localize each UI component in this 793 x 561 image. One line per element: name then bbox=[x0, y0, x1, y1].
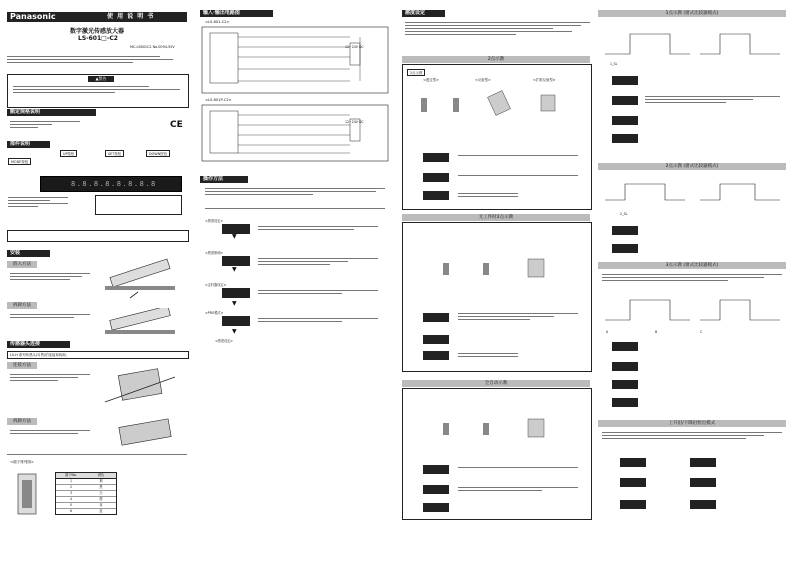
table-header: 端子No. bbox=[65, 473, 77, 477]
product-name: 数字激光传感放大器 bbox=[70, 28, 125, 35]
step-text bbox=[458, 485, 578, 493]
disconnect-text bbox=[10, 428, 90, 436]
edge-display bbox=[620, 500, 646, 509]
flow-display bbox=[222, 288, 250, 298]
step-display bbox=[423, 465, 449, 474]
flow-arrow-icon: ▼ bbox=[232, 300, 237, 307]
step-display bbox=[612, 244, 638, 253]
amplifier-display bbox=[40, 176, 182, 192]
disconnect-label: 拆卸方法 bbox=[7, 418, 37, 425]
remove-label: 拆卸方法 bbox=[7, 302, 37, 309]
voltage-label-b: 12~24V DC bbox=[345, 120, 364, 124]
section-4-intro: LS-H 系列传感头(另售)的连接和拆卸。 bbox=[7, 351, 189, 359]
footnote bbox=[7, 452, 187, 457]
step-display bbox=[612, 398, 638, 407]
flow-display bbox=[222, 316, 250, 326]
doc-code: MC-LS601C2 No.0094-55V bbox=[130, 45, 175, 49]
step-display bbox=[423, 191, 449, 200]
part-label-mode: MODE按钮 bbox=[8, 158, 31, 165]
window-1pt-bar: 1点示教 (窗式比较器模式) bbox=[598, 10, 786, 17]
edge-display bbox=[620, 458, 646, 467]
flow-label: <感度微调> bbox=[205, 251, 224, 255]
warning-box bbox=[7, 74, 189, 108]
step-text bbox=[458, 465, 578, 470]
parts-legend bbox=[95, 195, 182, 215]
connect-label: 连接方法 bbox=[7, 362, 37, 369]
wave-label: 2_SL bbox=[620, 212, 628, 216]
step-display bbox=[612, 116, 638, 125]
step-display bbox=[612, 76, 638, 85]
sensor-illustration bbox=[433, 243, 573, 293]
step-display bbox=[423, 173, 449, 182]
section-1-title: 额定规格说明 bbox=[7, 109, 96, 116]
circuit-diagram-b bbox=[200, 103, 390, 163]
step-display bbox=[612, 362, 638, 371]
flow-label: <PRO模式> bbox=[205, 311, 224, 315]
type-label: <扩散反射型> bbox=[533, 78, 556, 82]
connect-illustration bbox=[100, 362, 185, 412]
step-text bbox=[458, 311, 578, 322]
flow-arrow-icon: ▼ bbox=[232, 328, 237, 335]
section-1-text bbox=[10, 119, 80, 130]
flow-display bbox=[222, 256, 250, 266]
intro-text bbox=[7, 54, 187, 65]
step-display bbox=[423, 485, 449, 494]
operation-notes bbox=[205, 186, 385, 197]
axis-label: A bbox=[606, 330, 609, 334]
teach-noobj-panel bbox=[402, 222, 592, 372]
section-6-title: 操作方法 bbox=[200, 176, 248, 183]
table-caption: <端子排列图> bbox=[10, 460, 34, 464]
step-text bbox=[458, 351, 518, 359]
full-auto-bar: 全自动示教 bbox=[402, 380, 590, 387]
flow-arrow-icon: ▼ bbox=[232, 266, 237, 273]
step-text bbox=[458, 191, 518, 199]
sensor-illustration bbox=[433, 409, 573, 449]
edge-notes bbox=[602, 430, 782, 441]
brand-header bbox=[7, 12, 187, 22]
step-display bbox=[612, 380, 638, 389]
circuit-a-label: <LS-601-C2> bbox=[205, 20, 230, 24]
voltage-label-a: 12~24V DC bbox=[345, 45, 364, 49]
step-display bbox=[612, 342, 638, 351]
flow-text bbox=[258, 288, 378, 296]
ce-mark-icon: CE bbox=[170, 120, 183, 130]
step-text bbox=[458, 153, 578, 158]
part-label-up: UP按钮 bbox=[60, 150, 77, 157]
step-display bbox=[423, 503, 449, 512]
window-3pt-bar: 3点示教 (窗式比较器模式) bbox=[598, 262, 786, 269]
flow-label: <感度设定> bbox=[205, 219, 224, 223]
edge-display bbox=[690, 500, 716, 509]
flow-text bbox=[258, 224, 378, 232]
step-text bbox=[458, 173, 578, 178]
table-row: 1 褐 bbox=[56, 479, 116, 485]
flow-label: <定时器设定> bbox=[205, 283, 227, 287]
axis-label: C bbox=[700, 330, 703, 334]
teach-2pt-panel bbox=[402, 64, 592, 210]
table-header: 颜色 bbox=[97, 473, 105, 477]
circuit-b-label: <LS-601P-C2> bbox=[205, 98, 232, 102]
step-display bbox=[423, 335, 449, 344]
connector-illustration bbox=[14, 472, 42, 518]
table-row: 4 橙 bbox=[56, 497, 116, 503]
flow-arrow-icon: ▼ bbox=[232, 233, 237, 240]
edge-display bbox=[690, 478, 716, 487]
step-display bbox=[423, 153, 449, 162]
brand-logo: Panasonic bbox=[10, 12, 56, 21]
step-display bbox=[612, 134, 638, 143]
flow-label: <感度设定> bbox=[215, 339, 234, 343]
type-label: <反射型> bbox=[475, 78, 491, 82]
part-label-set: SET按钮 bbox=[105, 150, 124, 157]
operation-intro bbox=[205, 206, 385, 211]
remove-text bbox=[10, 312, 90, 320]
table-row: 3 白 bbox=[56, 491, 116, 497]
section-7-title: 感度设定 bbox=[402, 10, 445, 17]
table-row: 2 黑 bbox=[56, 485, 116, 491]
install-illustration bbox=[100, 258, 185, 308]
section-2-title: 部件说明 bbox=[7, 141, 50, 148]
warning-label: ▲警告 bbox=[88, 76, 114, 82]
step-text bbox=[645, 94, 780, 105]
remove-illustration bbox=[100, 308, 185, 348]
waveform-3pt bbox=[600, 290, 785, 330]
connect-text bbox=[10, 372, 90, 383]
waveform-1pt bbox=[600, 24, 785, 64]
section-4-title: 传感器头连接 bbox=[7, 341, 70, 348]
step-display bbox=[612, 226, 638, 235]
edge-mode-bar: 上升沿/下降沿检出模式 bbox=[598, 420, 786, 427]
flow-text bbox=[258, 316, 378, 324]
step-display bbox=[423, 313, 449, 322]
type-label: <透过型> bbox=[423, 78, 439, 82]
table-row: 5 灰 bbox=[56, 503, 116, 509]
3pt-notes bbox=[602, 272, 782, 283]
sensor-illustration bbox=[413, 83, 583, 123]
window-2pt-bar: 2点示教 (窗式比较器模式) bbox=[598, 163, 786, 170]
step-display bbox=[423, 351, 449, 360]
warning-icon: ▲ bbox=[95, 76, 99, 81]
axis-label: B bbox=[655, 330, 658, 334]
install-text bbox=[10, 271, 90, 282]
full-auto-panel bbox=[402, 388, 592, 520]
terminal-table bbox=[55, 472, 117, 515]
part-label-down: DOWN按钮 bbox=[146, 150, 170, 157]
section-7-notes bbox=[405, 20, 590, 37]
flow-text bbox=[258, 256, 378, 267]
step-label: 2点示教 bbox=[407, 69, 425, 76]
parts-notes bbox=[8, 195, 68, 209]
doc-title: 使 用 说 明 书 bbox=[107, 13, 155, 20]
edge-display bbox=[690, 458, 716, 467]
teach-noobj-bar: 无工件时2点示教 bbox=[402, 214, 590, 221]
section-3-title: 安装 bbox=[7, 250, 50, 257]
step-display bbox=[612, 96, 638, 105]
circuit-diagram-a bbox=[200, 25, 390, 95]
note-box bbox=[7, 230, 189, 242]
edge-display bbox=[620, 478, 646, 487]
product-model: LS-601□-C2 bbox=[78, 35, 118, 42]
teach-2pt-bar: 2点示教 bbox=[402, 56, 590, 63]
install-label: 嵌入方法 bbox=[7, 261, 37, 268]
wave-label: 1_SL bbox=[610, 62, 618, 66]
digit-readout: 8.8.8.8.8.8.8.8 bbox=[71, 180, 157, 188]
section-5-title: 输入·输出电路图 bbox=[200, 10, 273, 17]
waveform-2pt bbox=[600, 176, 785, 210]
table-row: 6 蓝 bbox=[69, 509, 103, 513]
disconnect-illustration bbox=[110, 418, 185, 448]
